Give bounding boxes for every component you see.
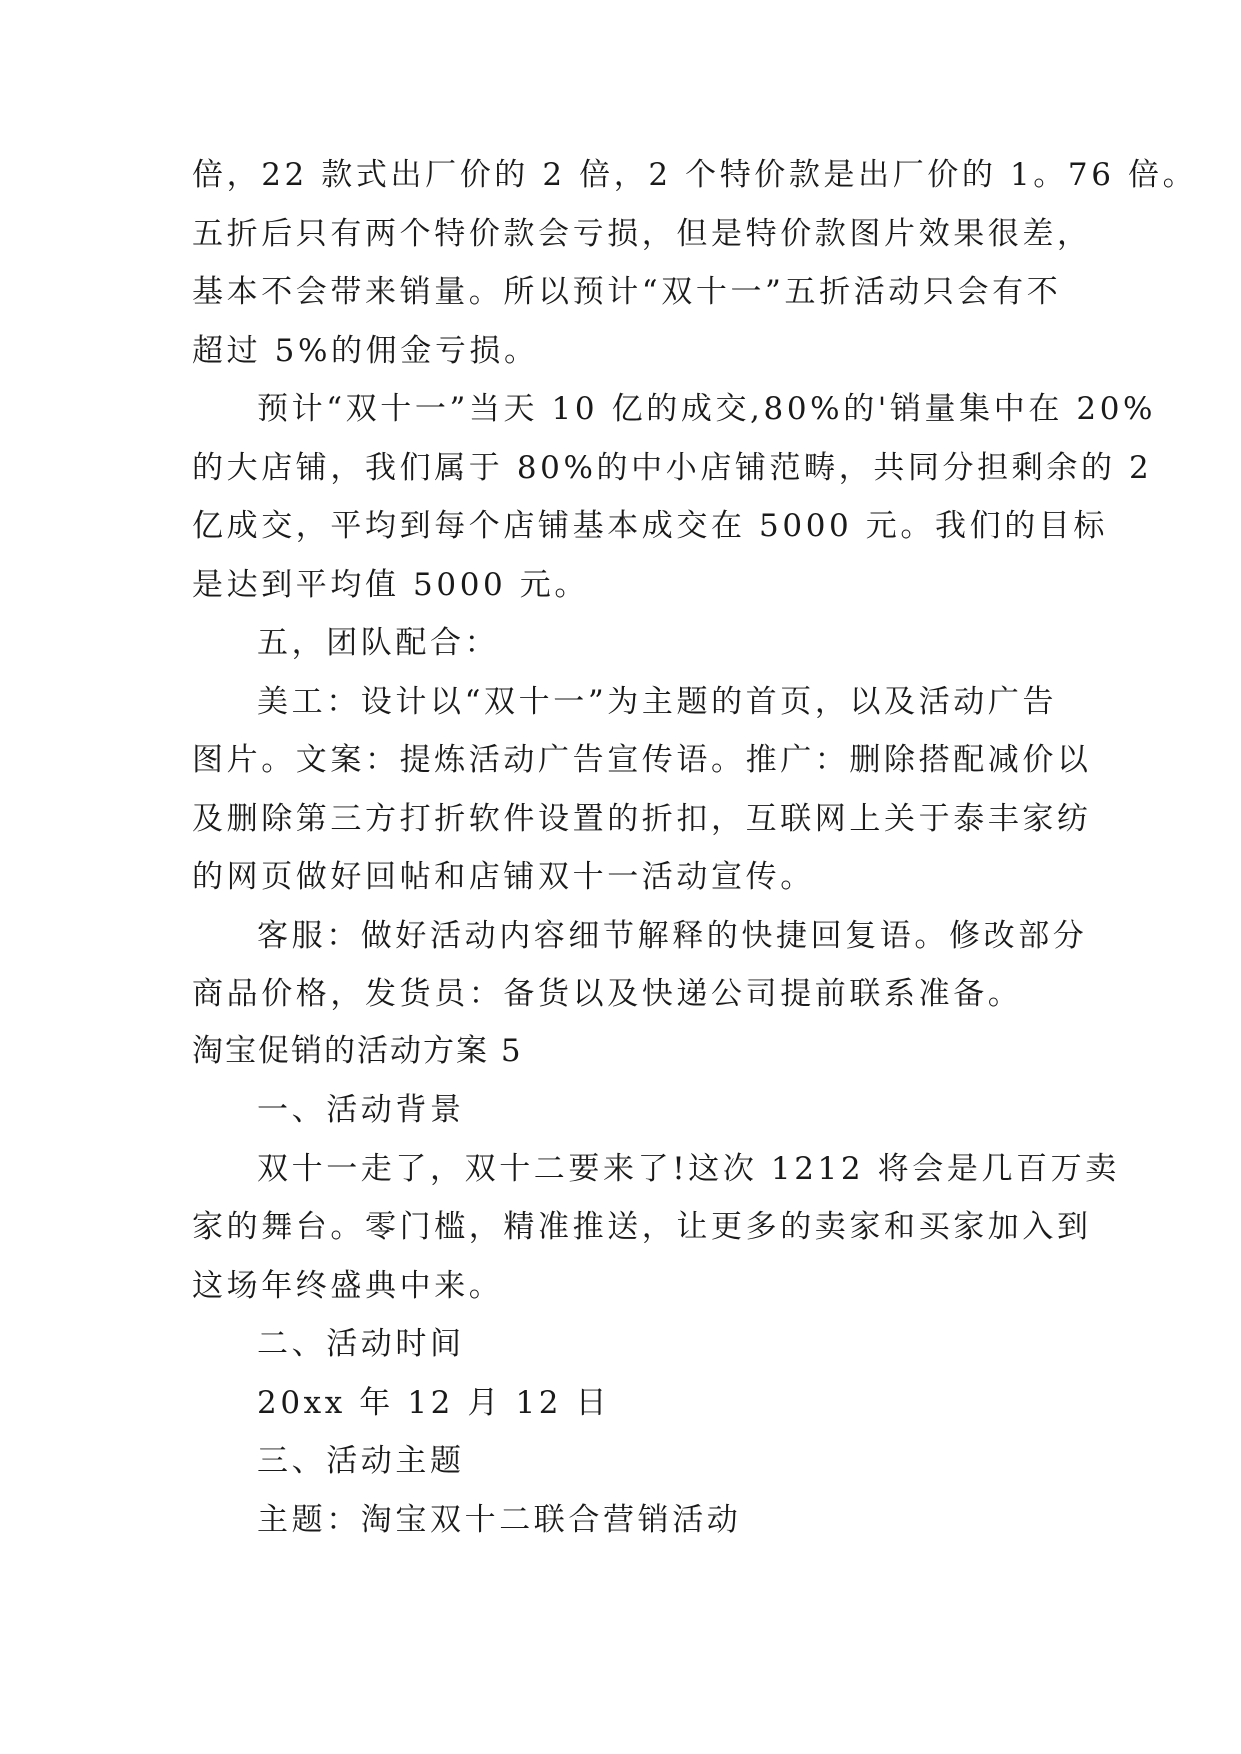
- paragraph-line: 倍，22 款式出厂价的 2 倍，2 个特价款是出厂价的 1。76 倍。: [192, 157, 1198, 193]
- paragraph-line: 亿成交，平均到每个店铺基本成交在 5000 元。我们的目标: [192, 508, 1108, 544]
- paragraph-line: 双十一走了，双十二要来了!这次 1212 将会是几百万卖: [257, 1151, 1120, 1187]
- paragraph-line: 五折后只有两个特价款会亏损，但是特价款图片效果很差，: [192, 216, 1092, 252]
- paragraph-line: 主题：淘宝双十二联合营销活动: [257, 1502, 742, 1538]
- paragraph-line: 客服：做好活动内容细节解释的快捷回复语。修改部分: [257, 918, 1088, 954]
- paragraph-line: 20xx 年 12 月 12 日: [257, 1385, 611, 1421]
- section-heading: 二、活动时间: [257, 1326, 465, 1362]
- paragraph-line: 基本不会带来销量。所以预计“双十一”五折活动只会有不: [192, 274, 1062, 310]
- paragraph-line: 商品价格，发货员：备货以及快递公司提前联系准备。: [192, 976, 1023, 1012]
- paragraph-line: 及删除第三方打折软件设置的折扣，互联网上关于泰丰家纺: [192, 801, 1092, 837]
- section-heading: 三、活动主题: [257, 1443, 465, 1479]
- paragraph-line: 图片。文案：提炼活动广告宣传语。推广：删除搭配减价以: [192, 742, 1092, 778]
- paragraph-line: 美工：设计以“双十一”为主题的首页，以及活动广告: [257, 684, 1058, 720]
- paragraph-line: 超过 5%的佣金亏损。: [192, 333, 539, 369]
- paragraph-line: 家的舞台。零门槛，精准推送，让更多的卖家和买家加入到: [192, 1209, 1092, 1245]
- paragraph-line: 的网页做好回帖和店铺双十一活动宣传。: [192, 859, 815, 895]
- section-heading: 一、活动背景: [257, 1092, 465, 1128]
- document-title: 淘宝促销的活动方案 5: [192, 1033, 523, 1069]
- paragraph-line: 是达到平均值 5000 元。: [192, 567, 589, 603]
- section-heading: 五，团队配合：: [257, 625, 500, 661]
- paragraph-line: 的大店铺，我们属于 80%的中小店铺范畴，共同分担剩余的 2: [192, 450, 1153, 486]
- paragraph-line: 预计“双十一”当天 10 亿的成交,80%的'销量集中在 20%: [257, 391, 1157, 427]
- paragraph-line: 这场年终盛典中来。: [192, 1268, 504, 1304]
